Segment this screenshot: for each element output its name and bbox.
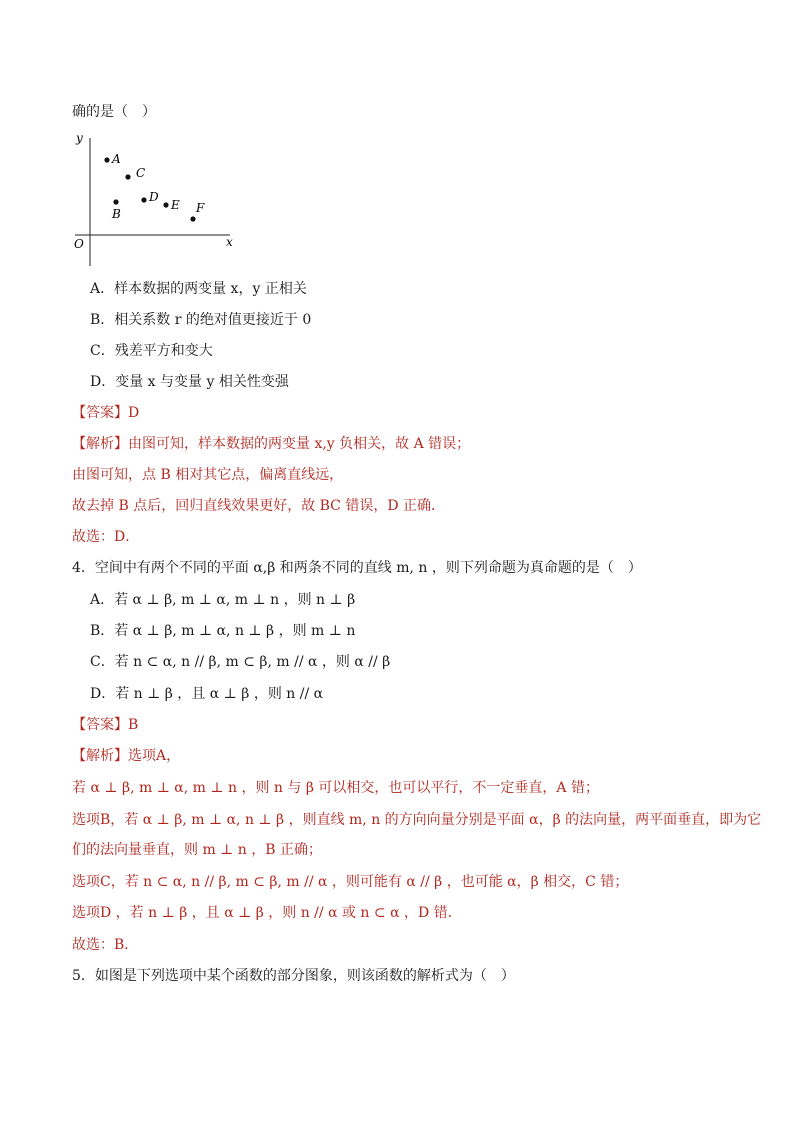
- q4-analysis-line-1: [72, 746, 180, 766]
- q3-analysis-3: 故去掉 B 点后，回归直线效果更好，故 BC 错误，D 正确．: [72, 498, 446, 514]
- q4-answer-line: [72, 715, 138, 735]
- point-d: [141, 197, 146, 202]
- q4-analysis-3: 选项B，若 α ⊥ β, m ⊥ α, n ⊥ β ，则直线 m, n 的方向向量分别是平面 α，β 的法向量，两平面垂直，即为它: [72, 812, 762, 828]
- origin-label: O: [74, 237, 84, 251]
- point-e-label: E: [171, 198, 180, 212]
- q3-analysis-tag: 【解析】: [72, 436, 128, 452]
- q3-stem-tail: 确的是（ ）: [72, 104, 156, 120]
- point-b-label: B: [112, 207, 121, 221]
- q3-answer: D: [128, 405, 140, 421]
- point-a-label: A: [112, 152, 121, 166]
- point-b: [113, 199, 118, 204]
- point-c-label: C: [136, 166, 146, 180]
- q5-stem: 5．如图是下列选项中某个函数的部分图象，则该函数的解析式为（ ）: [72, 968, 515, 984]
- q4-stem: 4．空间中有两个不同的平面 α,β 和两条不同的直线 m, n ，则下列命题为真命题的是（ ）: [72, 560, 642, 576]
- q3-analysis-1: 由图可知，样本数据的两变量 x,y 负相关，故 A 错误；: [128, 436, 471, 452]
- point-d-label: D: [149, 190, 159, 204]
- q4-analysis-7: 故选：B．: [72, 937, 139, 953]
- q3-analysis-2: 由图可知，点 B 相对其它点，偏离直线远，: [72, 467, 344, 483]
- q4-analysis-2: 若 α ⊥ β, m ⊥ α, m ⊥ n ，则 n 与 β 可以相交，也可以平行，不一定垂直，A 错；: [72, 780, 599, 796]
- q4-answer: B: [128, 717, 139, 733]
- q4-answer-tag: 【答案】: [72, 717, 128, 733]
- q4-analysis-4: 们的法向量垂直，则 m ⊥ n ，B 正确；: [72, 842, 322, 858]
- x-axis-label: x: [226, 235, 233, 249]
- q4-analysis-1: 选项A，: [128, 748, 181, 764]
- q3-answer-tag: 【答案】: [72, 405, 128, 421]
- point-f-label: F: [196, 201, 205, 215]
- q3-option-a: A．样本数据的两变量 x，y 正相关: [90, 281, 307, 297]
- scatter-plot: [70, 128, 250, 268]
- point-a: [104, 157, 109, 162]
- q4-option-b: B．若 α ⊥ β, m ⊥ α, n ⊥ β ，则 m ⊥ n: [90, 623, 356, 639]
- y-axis-label: y: [76, 131, 83, 145]
- q4-option-a: A．若 α ⊥ β, m ⊥ α, m ⊥ n ，则 n ⊥ β: [90, 592, 356, 608]
- q4-option-d: D．若 n ⊥ β ，且 α ⊥ β ，则 n // α: [90, 686, 324, 702]
- q3-analysis-line-1: [72, 434, 470, 454]
- point-c: [125, 174, 130, 179]
- point-f: [190, 216, 195, 221]
- q3-option-c: C．残差平方和变大: [90, 343, 213, 359]
- point-e: [163, 202, 168, 207]
- q4-analysis-6: 选项D ，若 n ⊥ β ，且 α ⊥ β ，则 n // α 或 n ⊂ α ，D 错．: [72, 905, 462, 921]
- q3-option-d: D．变量 x 与变量 y 相关性变强: [90, 374, 289, 390]
- q3-option-b: B．相关系数 r 的绝对值更接近于 0: [90, 312, 312, 328]
- q4-analysis-tag: 【解析】: [72, 748, 128, 764]
- q3-answer-line: [72, 403, 139, 423]
- q3-analysis-4: 故选：D．: [72, 529, 140, 545]
- q4-option-c: C．若 n ⊂ α, n // β, m ⊂ β, m // α ，则 α // β: [90, 654, 391, 670]
- q4-analysis-5: 选项C，若 n ⊂ α, n // β, m ⊂ β, m // α ，则可能有 α // β ，也可能 α，β 相交，C 错；: [72, 874, 629, 890]
